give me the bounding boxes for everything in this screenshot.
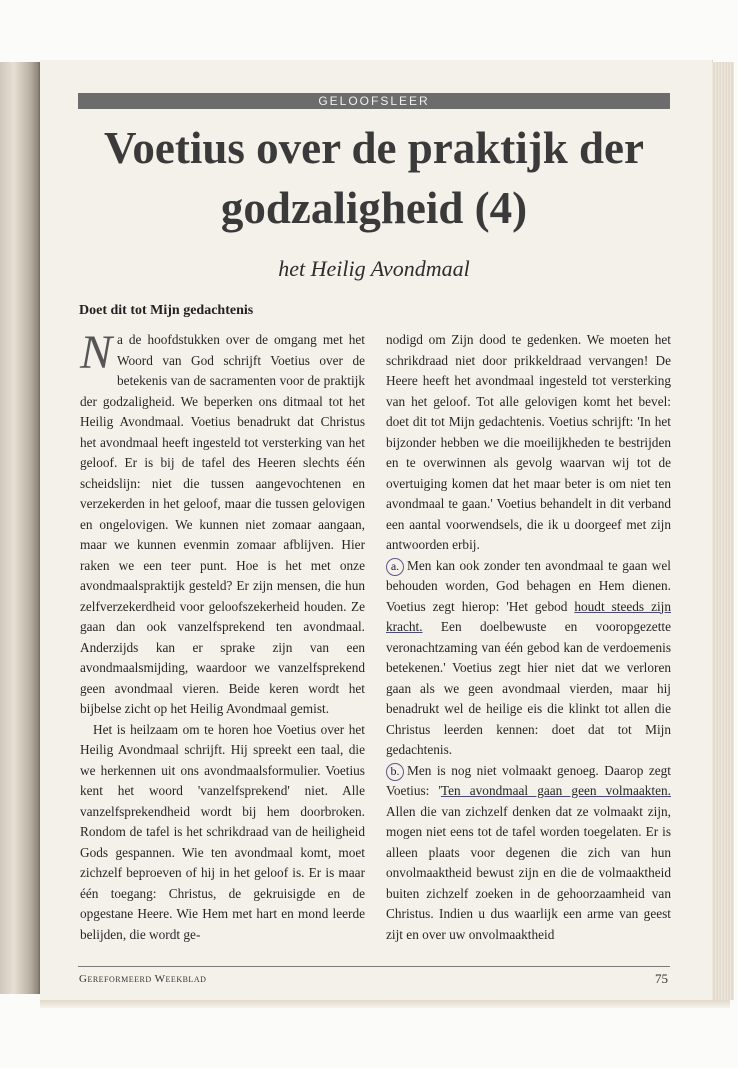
footer-rule	[78, 966, 670, 967]
paragraph-text: Men kan ook zonder ten avondmaal te gaan wel behouden worden, God behagen en Hem dienen. Voetius zegt hierop: 'Het gebod	[386, 557, 671, 614]
underlined-phrase: houdt steeds zijn kracht.	[386, 598, 672, 634]
paragraph: nodigd om Zijn dood te gedenken. We moeten het schrikdraad niet door prikkeldraad vervangen! De Heere heeft het avondmaal ingesteld tot versterking van het geloof. Tot alle gelovigen komt het bevel: doet dit tot Mijn gedachtenis. Voetius schrijft: 'In het bijzonder hebben we die moeilijkheden te bestrijden en te overwinnen als gevolg waarvan wij tot de overtuiging komen dat het maar beter is om niet ten avondmaal te gaan.' Voetius behandelt in dit verband een aantal voorwendsels, die ik u doorgeef met zijn antwoorden erbij.	[386, 332, 671, 552]
article-subtitle: het Heilig Avondmaal	[278, 256, 470, 281]
paragraph-b	[386, 761, 671, 946]
paragraph-text: Allen die van zichzelf denken dat ze volmaakt zijn, mogen niet eens tot de tafel worden toegelaten. Er is alleen plaats voor degenen die zich van hun onvolmaaktheid bewust zijn en die de volmaaktheid buiten zichzelf zoeken in de gehoorzaamheid van Christus. Indien u dus waarlijk een arme van geest zijt en over uw onvolmaaktheid	[386, 803, 671, 942]
paragraph-a	[386, 556, 671, 761]
paragraph-text: Men is nog niet volmaakt genoeg. Daarop zegt Voetius: '	[386, 762, 671, 798]
section-heading: Doet dit tot Mijn gedachtenis	[79, 303, 254, 318]
drop-cap: N	[80, 326, 113, 379]
right-column	[386, 330, 671, 945]
left-column	[80, 326, 365, 945]
circled-marker-a: a.	[386, 558, 404, 576]
paragraph-text: Een doelbewuste en vooropgezette veronachtzaming van één gebod kan de verdoemenis betekenen.' Voetius zegt hier niet dat we verloren gaan als we geen avondmaal vierden, maar hij benadrukt wel de heilige eis die klinkt tot allen die Christus leerden kennen: doet dat tot Mijn gedachtenis.	[386, 619, 671, 757]
page-edges	[712, 62, 734, 1000]
book-spine	[0, 62, 40, 994]
circled-marker-b: b.	[386, 763, 404, 781]
page-bottom-edge	[40, 1000, 730, 1008]
section-label: GELOOFSLEER	[318, 94, 430, 108]
page-number: 75	[655, 971, 668, 986]
underlined-phrase: Ten avondmaal gaan geen volmaakten.	[440, 783, 671, 798]
paragraph: Het is heilzaam om te horen hoe Voetius over het Heilig Avondmaal schrijft. Hij spreekt een taal, die we herkennen uit ons avondmaalsformulier. Voetius kent het woord 'vanzelfsprekend' niet. Alle vanzelfsprekendheid wordt bij hem doorbroken. Rondom de tafel is het schrikdraad van de heiligheid Gods gespannen. Wie ten avondmaal komt, moet zichzelf beproeven of hij in het geloof is. Er is maar één toegang: Christus, de gekruisigde en de opgestane Heere. Wie Hem met hart en mond leerde belijden, die wordt ge-	[80, 721, 365, 942]
paragraph	[80, 326, 365, 720]
publication-name: Gereformeerd Weekblad	[79, 973, 207, 985]
paragraph-text: a de hoofdstukken over de omgang met het Woord van God schrijft Voetius over de betekenis van de sacramenten voor de praktijk der godzaligheid. We beperken ons ditmaal tot het Heilig Avondmaal. Voetius benadrukt dat Christus het avondmaal heeft ingesteld tot versterking van het geloof. Er is bij de tafel des Heeren slechts één scheidslijn: niet die tussen aangevochtenen en verzekerden in het geloof, maar die tussen gelovigen en ongelovigen. We kunnen niet zomaar aangaan, maar we kunnen evenmin zomaar afblijven. Hier raken we een teer punt. Hoe is het met onze avondmaalspraktijk gesteld? Er zijn mensen, die hun zelfverzekerdheid voor geloofszekerheid houden. Ze gaan dan ook vanzelfsprekend ten avondmaal. Anderzijds kan er sprake zijn van een avondmaalsmijding, waardoor we vanzelfsprekend geen avondmaal vieren. Beide keren wordt het bijbelse zicht op het Heilig Avondmaal gemist.	[80, 332, 365, 716]
article-title: Voetius over de praktijk der godzaligheid (4)	[104, 123, 644, 233]
